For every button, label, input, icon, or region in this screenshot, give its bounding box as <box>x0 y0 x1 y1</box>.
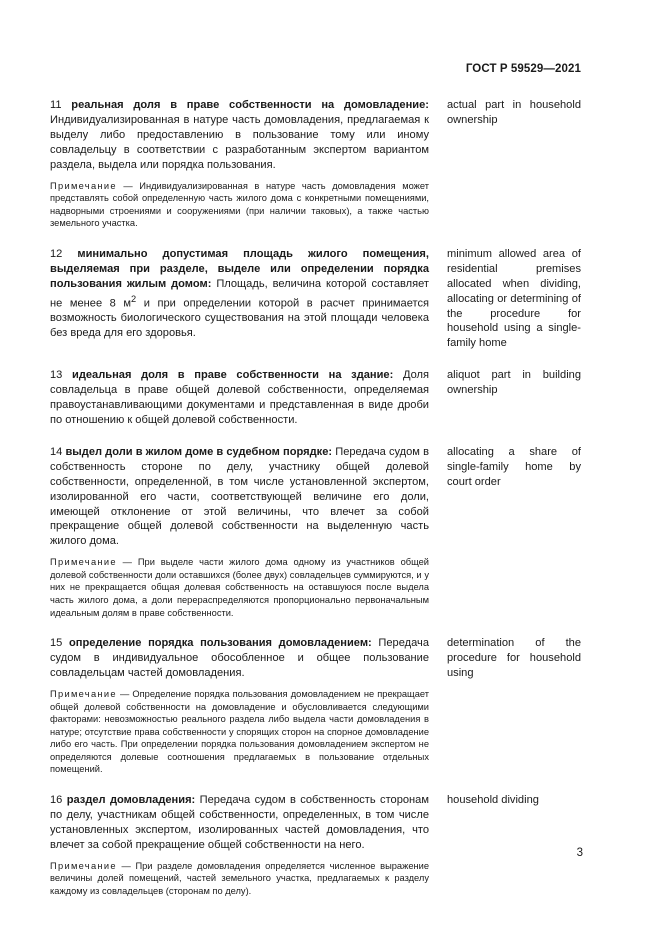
term-english: allocating a share of single-family home by court order <box>447 445 581 488</box>
term-number: 16 <box>50 794 63 807</box>
terms-list <box>50 98 581 914</box>
term-title: минимально допустимая площадь жилого помещения, выделяемая при разделе, выделе или определении порядка пользования жилым домом: <box>50 247 429 290</box>
term-ru-block <box>50 793 429 897</box>
note-dash: — <box>116 688 133 699</box>
note-dash: — <box>116 557 138 568</box>
term-definition <box>50 636 429 681</box>
term-entry-11 <box>50 98 581 230</box>
note-dash: — <box>116 860 136 871</box>
term-ru-block <box>50 445 429 619</box>
term-entry-15 <box>50 636 581 776</box>
term-definition <box>50 98 429 173</box>
term-english: actual part in household ownership <box>447 99 581 126</box>
note-text: Индивидуализированная в натуре часть домовладения может представлять собой определенную часть жилого дома с конкретными помещениями, надворными строениями и сооружениями (при наличии таковых), а также частью земельного участка. <box>50 180 430 229</box>
note-label: Примечание <box>50 557 117 568</box>
term-title: идеальная доля в праве собственности на здание: <box>72 369 394 382</box>
term-definition <box>50 793 429 853</box>
term-title: выдел доли в жилом доме в судебном порядке: <box>65 445 333 458</box>
term-number: 12 <box>50 247 63 260</box>
note-text: Определение порядка пользования домовладением не прекращает общей долевой собственности на домовладение и обусловливается следующими факторами: невозможностью реального раздела либо выдела части домовладения в натуре; отсутствие права собственности у спорящих сторон на спорное домовладение либо его часть. При определении порядка пользования домовладением экспертом не определяются долевые соотношения предлагаемых в пользование отдельных помещений. <box>50 688 429 775</box>
term-number: 15 <box>50 637 63 650</box>
note-text: При выделе части жилого дома одному из участников общей долевой собственности доли оставшихся (более двух) совладельцев суммируются, и у них не прекращается общая долевая собственность на оставшуюся после выдела часть жилого дома, а доли перераспределяются пропорционально первоначальным идеальным долям в праве собственности. <box>50 557 429 618</box>
term-definition-text: Передача судом в собственность стороне по делу, участнику общей долевой собственности, определенной, в том числе установленной экспертом, изолированной его части, соответствующей величине его доли, имеющей отклонение от этой величины, что влечет за собой прекращение общей долевой собственности на выделенную часть жилого дома. <box>50 445 429 548</box>
term-entry-12 <box>50 247 581 351</box>
term-ru-block <box>50 98 429 230</box>
term-definition <box>50 247 429 341</box>
term-title: определение порядка пользования домовладением: <box>69 637 372 650</box>
term-definition <box>50 445 429 549</box>
term-entry-14 <box>50 445 581 619</box>
term-definition-text: Доля совладельца в праве общей долевой собственности, определяемая правоустанавливающими документами и представленная в виде дроби по отношению к общей долевой собственности. <box>50 369 430 426</box>
term-definition-text: Индивидуализированная в натуре часть домовладения, предлагаемая к выделу либо предоставлению в пользование тому или иному совладельцу в соответствии с разработанным экспертом вариантом раздела, выдела или порядка пользования. <box>50 113 429 171</box>
term-definition-text-cont: и при определении которой в расчет принимается возможность биологического существования на этой площади человека без вреда для его здоровья. <box>50 297 430 340</box>
note-label: Примечание <box>50 688 117 699</box>
term-number: 14 <box>50 445 63 458</box>
note-label: Примечание <box>50 860 117 871</box>
term-english: determination of the procedure for household using <box>447 637 581 679</box>
term-english: aliquot part in building ownership <box>447 369 581 397</box>
term-note <box>50 688 429 776</box>
term-ru-block <box>50 368 429 428</box>
term-note <box>50 180 429 230</box>
superscript: 2 <box>131 293 137 304</box>
term-english: minimum allowed area of residential premises allocated when dividing, allocating or determining of the procedure for household using a single-family home <box>447 247 581 350</box>
term-title: реальная доля в праве собственности на домовладение: <box>71 99 429 111</box>
note-dash: — <box>116 180 140 191</box>
term-title: раздел домовладения: <box>66 794 196 807</box>
standard-header: ГОСТ Р 59529—2021 <box>465 63 581 75</box>
term-entry-16 <box>50 793 581 897</box>
term-note <box>50 556 429 619</box>
note-text: При разделе домовладения определяется численное выражение величины долей помещений, частей земельного участка, предлагаемых к разделу каждому из совладельцев (сторонам по делу). <box>50 860 429 896</box>
term-definition-text: Передача судом в индивидуальное обособленное и общее пользование совладельцам частей домовладения. <box>50 637 429 679</box>
term-ru-block <box>50 247 429 351</box>
term-ru-block <box>50 636 429 776</box>
term-number: 13 <box>50 369 63 382</box>
term-note <box>50 860 429 898</box>
term-definition <box>50 368 429 428</box>
term-english: household dividing <box>447 794 539 807</box>
page-number: 3 <box>576 847 583 859</box>
term-number: 11 <box>50 99 62 111</box>
term-definition-text: Площадь, величина которой составляет не менее 8 м <box>50 277 429 310</box>
note-label: Примечание <box>50 180 117 191</box>
term-entry-13 <box>50 368 581 428</box>
term-definition-text: Передача судом в собственность сторонам по делу, участникам общей собственности, определенных, в том числе установленных экспертом, изолированных частей домовладения, что влечет за собой прекращение общей собственности на него. <box>50 794 429 851</box>
